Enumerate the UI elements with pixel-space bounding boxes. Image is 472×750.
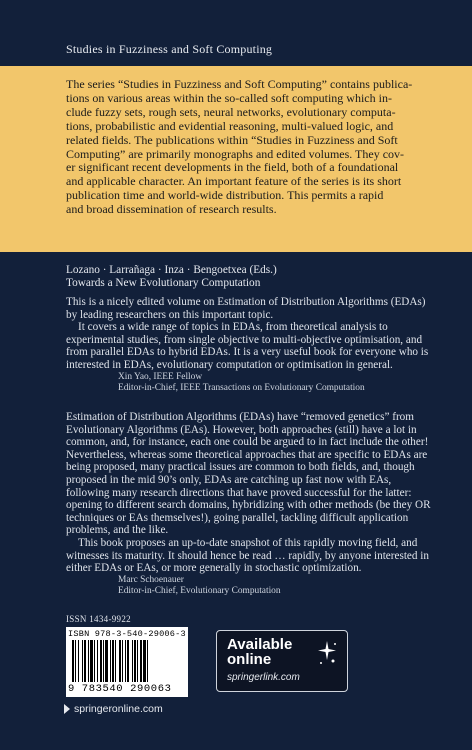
series-description-line: tions, probabilistic and evidential reasoning, multi-valued logic, and <box>66 118 394 133</box>
available-label: Available <box>227 636 293 653</box>
arrow-right-icon <box>64 704 70 714</box>
springer-website-link[interactable] <box>64 703 163 715</box>
series-description-line: and applicable character. An important feature of the series is its short <box>66 174 402 189</box>
review-paragraph: Estimation of Distribution Algorithms (EDAs) have “removed genetics” from Evolutionary Algorithms (EAs). However, both approaches (still) have a lot in common, and, for instance, each one could be argued to in fact include the other! Nevertheless, whereas some theoretical approaches that are specific to EDAs are being proposed, many practical issues are common to both fields, and, though proposed in the mid 90’s only, EDAs are catching up fast now with EAs, following many research directions that have proved successful for the latter: opening to different search domains, hybridizing with other methods (be they OR techniques or EAs themselves!), going parallel, tackling difficult application problems, and the like. <box>66 411 431 537</box>
series-description-line: tions on various areas within the so-called soft computing which in- <box>66 90 392 105</box>
series-description-line: and broad dissemination of research results. <box>66 202 277 217</box>
book-title: Towards a New Evolutionary Computation <box>66 277 261 289</box>
series-description-line: publication time and world-wide distribution. This permits a rapid <box>66 188 384 203</box>
series-description-line: related fields. The publications within “Studies in Fuzziness and Soft <box>66 132 398 147</box>
series-description <box>66 78 438 217</box>
barcode-digits: 9 783540 290063 <box>68 683 172 695</box>
series-description-line: er significant recent developments in the field, both of a foundational <box>66 160 399 175</box>
book-info <box>66 264 277 290</box>
review-schoenauer <box>66 411 434 597</box>
springer-website-label: springeronline.com <box>74 703 163 715</box>
isbn: ISBN 978-3-540-29006-3 <box>68 629 186 639</box>
sparkle-star-icon <box>315 639 339 667</box>
series-description-line: The series “Studies in Fuzziness and Soft Computing” contains publica- <box>66 77 413 91</box>
barcode <box>66 627 188 697</box>
available-online-badge <box>216 630 348 692</box>
book-editors: Lozano · Larrañaga · Inza · Bengoetxea (Eds.) <box>66 264 277 276</box>
series-description-line: clude fuzzy sets, rough sets, neural networks, evolutionary computa- <box>66 104 396 119</box>
review-author: Xin Yao, IEEE Fellow <box>118 371 203 382</box>
series-title: Studies in Fuzziness and Soft Computing <box>66 42 273 56</box>
review-paragraph: This is a nicely edited volume on Estimation of Distribution Algorithms (EDAs) by leading researchers on this important topic. <box>66 296 426 321</box>
springerlink-link[interactable]: springerlink.com <box>227 672 300 683</box>
series-description-line: Computing” are primarily monographs and edited volumes. They cov- <box>66 146 405 161</box>
review-yao <box>66 296 434 394</box>
review-author-role: Editor-in-Chief, IEEE Transactions on Evolutionary Computation <box>118 382 365 393</box>
review-paragraph: This book proposes an up-to-date snapshot of this rapidly moving field, and witnesses its maturity. It should hence be read … rapidly, by anyone interested in either EDAs or EAs, or more generally in stochastic optimization. <box>66 536 429 575</box>
issn: ISSN 1434-9922 <box>66 614 131 624</box>
review-paragraph: It covers a wide range of topics in EDAs, from theoretical analysis to experimental studies, from single objective to multi-objective optimisation, and from parallel EDAs to hybrid EDAs. It is a very useful book for everyone who is interested in EDAs, evolutionary computation or optimisation in general. <box>66 321 429 371</box>
online-label: online <box>227 651 272 668</box>
review-author-role: Editor-in-Chief, Evolutionary Computation <box>118 585 281 596</box>
barcode-bars-icon <box>72 640 182 682</box>
review-author: Marc Schoenauer <box>118 574 184 585</box>
